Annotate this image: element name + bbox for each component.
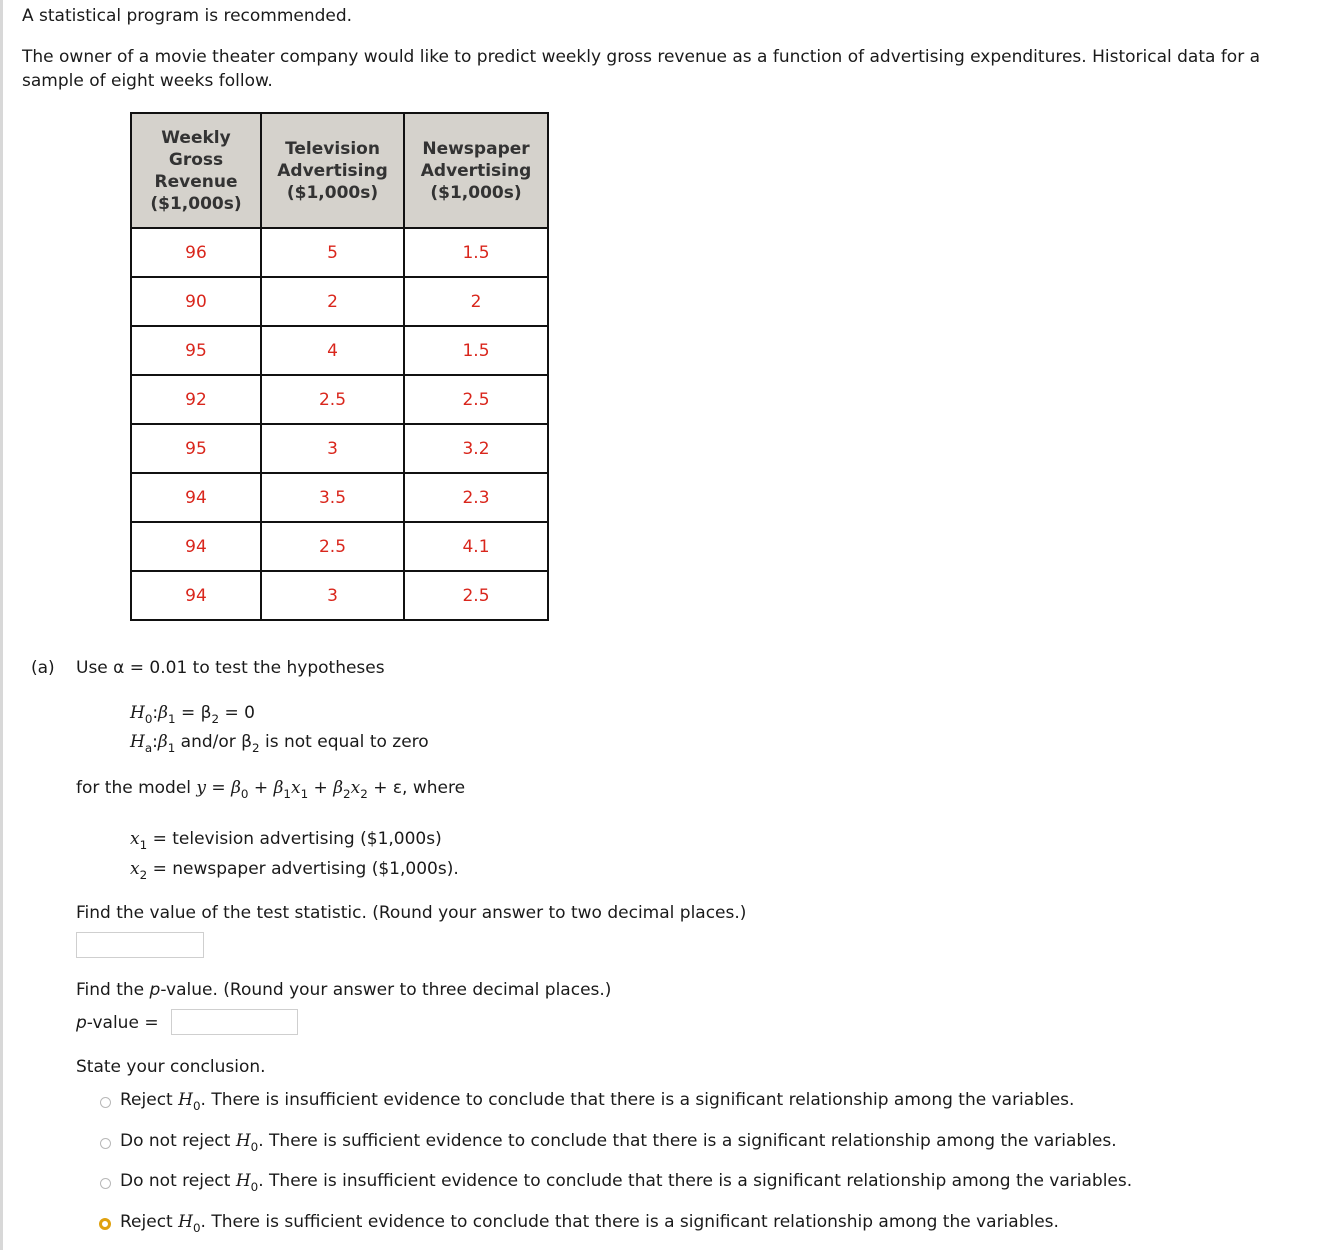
- x2-definition: $x_2$ = newspaper advertising ($1,000s).: [130, 859, 459, 882]
- cell-tv: 3.5: [261, 473, 404, 522]
- option-text: There is insufficient evidence to conclude that there is a significant relationship among the variables.: [269, 1171, 1133, 1191]
- table-row: [131, 522, 548, 571]
- table-row: [131, 277, 548, 326]
- cell-revenue: 90: [131, 277, 261, 326]
- radio-button[interactable]: [100, 1138, 111, 1149]
- option-text: There is sufficient evidence to conclude that there is a significant relationship among the variables.: [211, 1212, 1059, 1232]
- cell-revenue: 94: [131, 473, 261, 522]
- cell-tv: 5: [261, 228, 404, 277]
- alternative-hypothesis: $H_a:\beta_1$ and/or $\beta_2$ is not equal to zero: [130, 732, 429, 755]
- cell-tv: 4: [261, 326, 404, 375]
- p-value-prompt: Find the p-value. (Round your answer to three decimal places.): [76, 980, 612, 1000]
- cell-revenue: 95: [131, 424, 261, 473]
- table-row: [131, 326, 548, 375]
- x1-definition: $x_1$ = television advertising ($1,000s): [130, 829, 442, 852]
- radio-button-selected[interactable]: [99, 1218, 111, 1230]
- recommendation-note: A statistical program is recommended.: [22, 6, 353, 26]
- cell-newspaper: 2.5: [404, 571, 548, 620]
- problem-statement: The owner of a movie theater company would like to predict weekly gross revenue as a function of advertising expenditures. Historical data for a sample of eight weeks follow.: [22, 47, 1261, 91]
- part-a-label: (a): [31, 658, 55, 678]
- table-row: [131, 228, 548, 277]
- cell-revenue: 96: [131, 228, 261, 277]
- data-table: [130, 112, 549, 621]
- cell-revenue: 94: [131, 571, 261, 620]
- conclusion-prompt: State your conclusion.: [76, 1057, 266, 1077]
- p-value-input[interactable]: [171, 1009, 298, 1035]
- table-row: [131, 473, 548, 522]
- cell-tv: 2: [261, 277, 404, 326]
- null-hypothesis: $H_0:\beta_1 = \beta_2 = 0$: [130, 703, 255, 726]
- table-row: [131, 571, 548, 620]
- left-border: [0, 0, 3, 1250]
- header-television-advertising: Television Advertising ($1,000s): [261, 113, 404, 228]
- cell-tv: 2.5: [261, 522, 404, 571]
- header-weekly-gross-revenue: Weekly Gross Revenue ($1,000s): [131, 113, 261, 228]
- cell-tv: 3: [261, 571, 404, 620]
- test-statistic-prompt: Find the value of the test statistic. (Round your answer to two decimal places.): [76, 903, 747, 923]
- cell-revenue: 95: [131, 326, 261, 375]
- part-a-instruction: Use α = 0.01 to test the hypotheses: [76, 658, 385, 678]
- model-equation: for the model $y = \beta_0 + \beta_1x_1 + \beta_2x_2 + \varepsilon$, where: [76, 778, 466, 801]
- p-value-label: p-value =: [76, 1013, 159, 1033]
- option-lead: Reject: [120, 1212, 173, 1232]
- cell-newspaper: 2.5: [404, 375, 548, 424]
- cell-tv: 2.5: [261, 375, 404, 424]
- option-text: There is sufficient evidence to conclude that there is a significant relationship among the variables.: [269, 1131, 1117, 1151]
- cell-revenue: 94: [131, 522, 261, 571]
- cell-newspaper: 3.2: [404, 424, 548, 473]
- cell-tv: 3: [261, 424, 404, 473]
- table-row: [131, 424, 548, 473]
- option-text: There is insufficient evidence to conclude that there is a significant relationship among the variables.: [211, 1090, 1075, 1110]
- cell-newspaper: 2.3: [404, 473, 548, 522]
- table-row: [131, 375, 548, 424]
- cell-revenue: 92: [131, 375, 261, 424]
- cell-newspaper: 1.5: [404, 326, 548, 375]
- option-lead: Reject: [120, 1090, 173, 1110]
- option-lead: Do not reject: [120, 1171, 231, 1191]
- cell-newspaper: 1.5: [404, 228, 548, 277]
- test-statistic-input[interactable]: [76, 932, 204, 958]
- radio-button[interactable]: [100, 1178, 111, 1189]
- radio-button[interactable]: [100, 1097, 111, 1108]
- cell-newspaper: 4.1: [404, 522, 548, 571]
- cell-newspaper: 2: [404, 277, 548, 326]
- header-newspaper-advertising: Newspaper Advertising ($1,000s): [404, 113, 548, 228]
- option-lead: Do not reject: [120, 1131, 231, 1151]
